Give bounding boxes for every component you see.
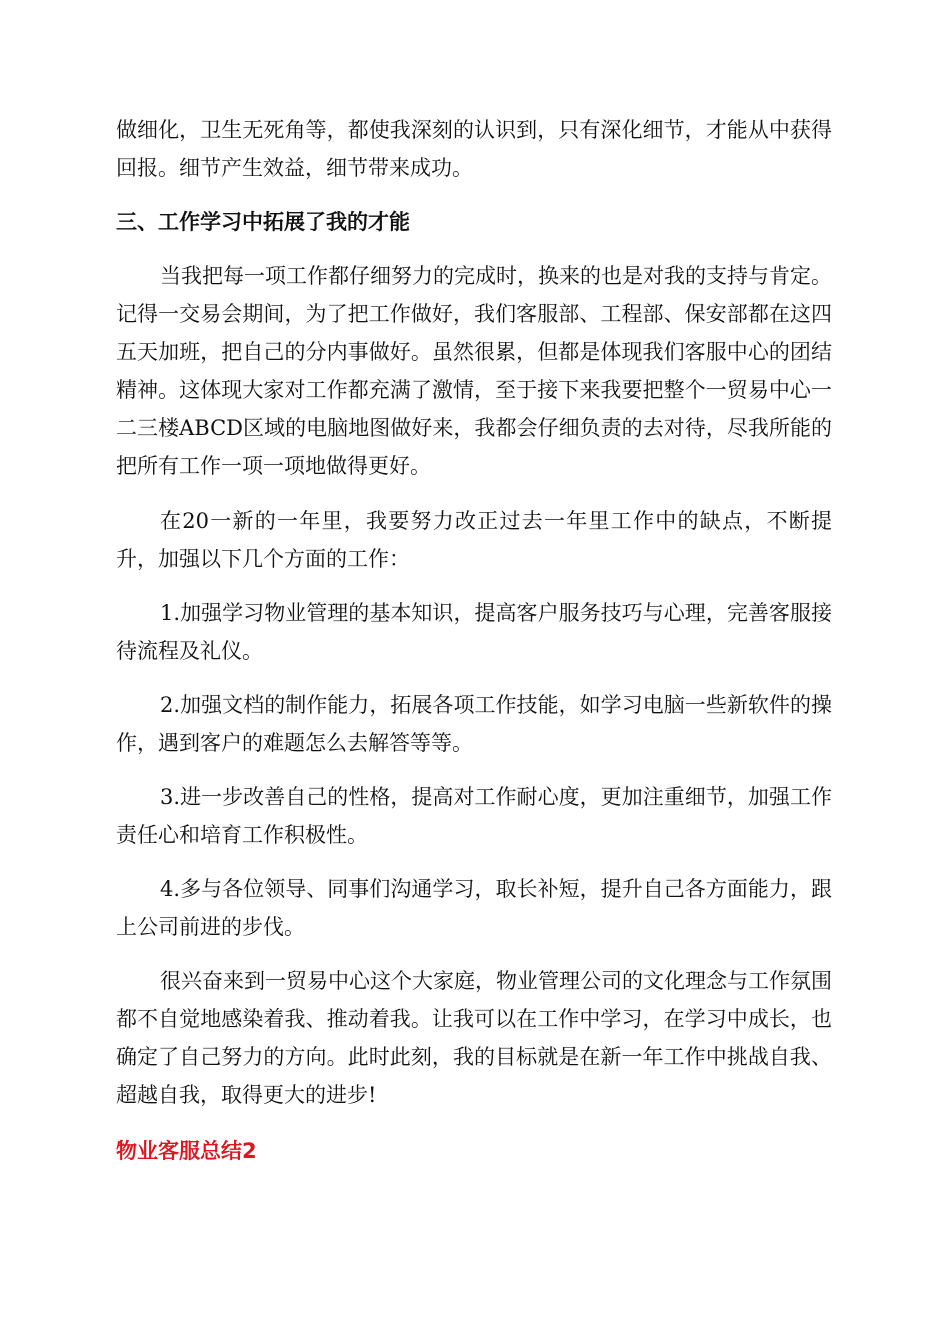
list-item-4: 4.多与各位领导、同事们沟通学习，取长补短，提升自己各方面能力，跟上公司前进的步伐。 (116, 877, 832, 939)
list-item-3: 3.进一步改善自己的性格，提高对工作耐心度，更加注重细节，加强工作责任心和培育工作积极性。 (116, 785, 832, 847)
paragraph-section3-body: 当我把每一项工作都仔细努力的完成时，换来的也是对我的支持与肯定。记得一交易会期间，为了把工作做好，我们客服部、工程部、保安部都在这四五天加班，把自己的分内事做好。虽然很累，但都是体现我们客服中心的团结精神。这体现大家对工作都充满了激情，至于接下来我要把整个一贸易中心一二三楼ABCD区域的电脑地图做好来，我都会仔细负责的去对待，尽我所能的把所有工作一项一项地做得更好。 (116, 264, 832, 478)
next-section-title: 物业客服总结2 (116, 1139, 257, 1163)
section-heading-3: 三、工作学习中拓展了我的才能 (116, 210, 410, 234)
paragraph-continuation: 做细化，卫生无死角等，都使我深刻的认识到，只有深化细节，才能从中获得回报。细节产生效益，细节带来成功。 (116, 118, 832, 180)
list-item-1: 1.加强学习物业管理的基本知识，提高客户服务技巧与心理，完善客服接待流程及礼仪。 (116, 601, 832, 663)
paragraph-closing: 很兴奋来到一贸易中心这个大家庭，物业管理公司的文化理念与工作氛围都不自觉地感染着我、推动着我。让我可以在工作中学习，在学习中成长，也确定了自己努力的方向。此时此刻，我的目标就是在新一年工作中挑战自我、超越自我，取得更大的进步! (116, 969, 832, 1107)
paragraph-new-year: 在20一新的一年里，我要努力改正过去一年里工作中的缺点，不断提升，加强以下几个方面的工作： (116, 509, 832, 571)
list-item-2: 2.加强文档的制作能力，拓展各项工作技能，如学习电脑一些新软件的操作，遇到客户的难题怎么去解答等等。 (116, 693, 832, 755)
